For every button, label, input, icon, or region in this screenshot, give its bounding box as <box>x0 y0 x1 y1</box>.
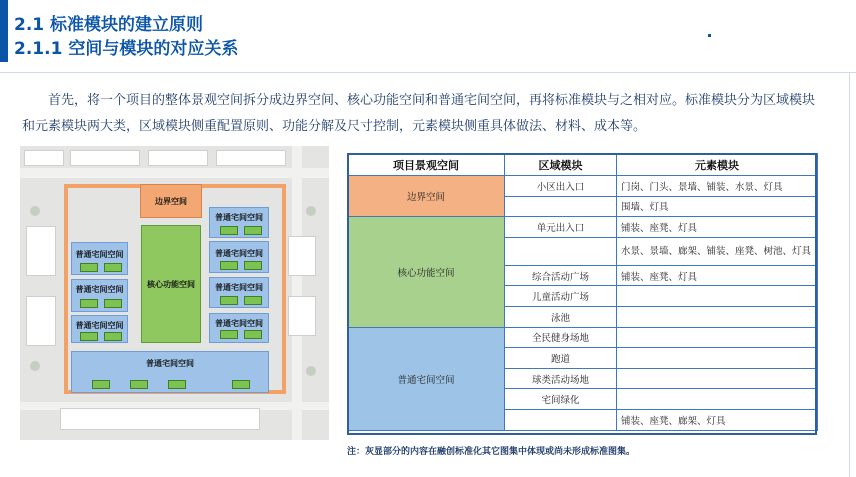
zone-cell: 综合活动广场 <box>505 265 617 286</box>
zone-label: 普通宅间空间 <box>75 285 124 294</box>
building <box>288 296 316 336</box>
building-marker <box>220 296 238 305</box>
right-divider <box>849 72 850 477</box>
building-marker <box>80 263 98 272</box>
building-marker <box>244 226 262 235</box>
accent-bar <box>0 0 8 62</box>
building-marker <box>104 332 122 341</box>
space-boundary: 边界空间 <box>348 176 505 217</box>
element-cell: 铺装、座凳、灯具 <box>617 265 818 286</box>
zone-cell: 儿童活动广场 <box>505 286 617 307</box>
header-space: 项目景观空间 <box>348 154 505 176</box>
zone-label: 普通宅间空间 <box>215 249 263 258</box>
element-cell <box>617 306 818 327</box>
element-cell: 铺装、座凳、灯具 <box>617 217 818 238</box>
building <box>288 236 316 276</box>
road <box>20 168 329 178</box>
site-plan <box>20 146 329 440</box>
building-marker <box>104 299 122 308</box>
core-zone: 核心功能空间 <box>141 225 201 343</box>
header-divider <box>0 72 856 73</box>
element-cell <box>617 327 818 348</box>
table-row <box>348 217 818 238</box>
building-marker <box>220 261 238 270</box>
element-cell: 围墙、灯具 <box>617 196 818 217</box>
element-cell <box>617 389 818 410</box>
space-residential: 普通宅间空间 <box>348 327 505 430</box>
zone-cell: 泳池 <box>505 306 617 327</box>
zone-label: 普通宅间空间 <box>215 283 263 292</box>
tree <box>30 206 40 216</box>
building-marker <box>244 261 262 270</box>
zone-cell: 全民健身场地 <box>505 327 617 348</box>
building-marker <box>220 330 238 339</box>
decor-dot <box>708 34 711 37</box>
building-marker <box>232 380 250 389</box>
intro-paragraph: 首先，将一个项目的整体景观空间拆分成边界空间、核心功能空间和普通宅间空间，再将标准模块与之相对应。标准模块分为区域模块和元素模块两大类，区域模块侧重配置原则、功能分解及尺寸控制，元素模块侧重具体做法、材料、成本等。 <box>22 93 816 134</box>
element-cell: 门岗、门头、景墙、铺装、水景、灯具 <box>617 176 818 197</box>
zone-cell: 小区出入口 <box>505 176 617 197</box>
building-marker <box>220 226 238 235</box>
element-cell: 铺装、座凳、廊架、灯具 <box>617 409 818 430</box>
zone-cell <box>505 196 617 217</box>
tree <box>30 361 40 371</box>
zone-cell: 宅间绿化 <box>505 389 617 410</box>
building-marker <box>104 263 122 272</box>
building-marker <box>92 380 110 389</box>
space-module-table <box>347 153 818 431</box>
tree <box>306 366 316 376</box>
element-cell <box>617 286 818 307</box>
building <box>148 150 208 166</box>
table-header-row <box>348 154 818 176</box>
building <box>216 150 286 166</box>
element-cell: 水景、景墙、廊架、铺装、座凳、树池、灯具 <box>617 237 818 265</box>
table-row <box>348 327 818 348</box>
zone-cell <box>505 237 617 265</box>
zone-cell <box>505 409 617 430</box>
zone-label: 普通宅间空间 <box>215 319 263 328</box>
building <box>26 226 56 276</box>
section-title: 2.1 标准模块的建立原则 <box>14 15 204 35</box>
building <box>24 150 64 166</box>
zone-cell: 球类活动场地 <box>505 368 617 389</box>
zone-label: 普通宅间空间 <box>146 359 194 368</box>
zone-label: 普通宅间空间 <box>75 321 124 330</box>
zone-label: 普通宅间空间 <box>215 213 263 222</box>
building-marker <box>244 330 262 339</box>
element-cell <box>617 368 818 389</box>
header-element-module: 元素模块 <box>617 154 818 176</box>
footnote: 注：灰显部分的内容在融创标准化其它图集中体现或尚未形成标准图集。 <box>347 447 636 457</box>
zone-label: 普通宅间空间 <box>75 250 124 259</box>
building <box>60 408 260 430</box>
table-row <box>348 176 818 197</box>
building <box>70 150 140 166</box>
zone-cell: 单元出入口 <box>505 217 617 238</box>
building-marker <box>168 380 186 389</box>
building-marker <box>80 299 98 308</box>
building-marker <box>130 380 148 389</box>
building <box>26 296 56 346</box>
building-marker <box>244 296 262 305</box>
space-core: 核心功能空间 <box>348 217 505 327</box>
road <box>292 146 302 440</box>
tree <box>306 206 316 216</box>
element-cell <box>617 348 818 369</box>
boundary-zone: 边界空间 <box>140 184 202 218</box>
building-marker <box>80 332 98 341</box>
zone-cell: 跑道 <box>505 348 617 369</box>
subsection-title: 2.1.1 空间与模块的对应关系 <box>14 39 239 59</box>
header-zone-module: 区域模块 <box>505 154 617 176</box>
